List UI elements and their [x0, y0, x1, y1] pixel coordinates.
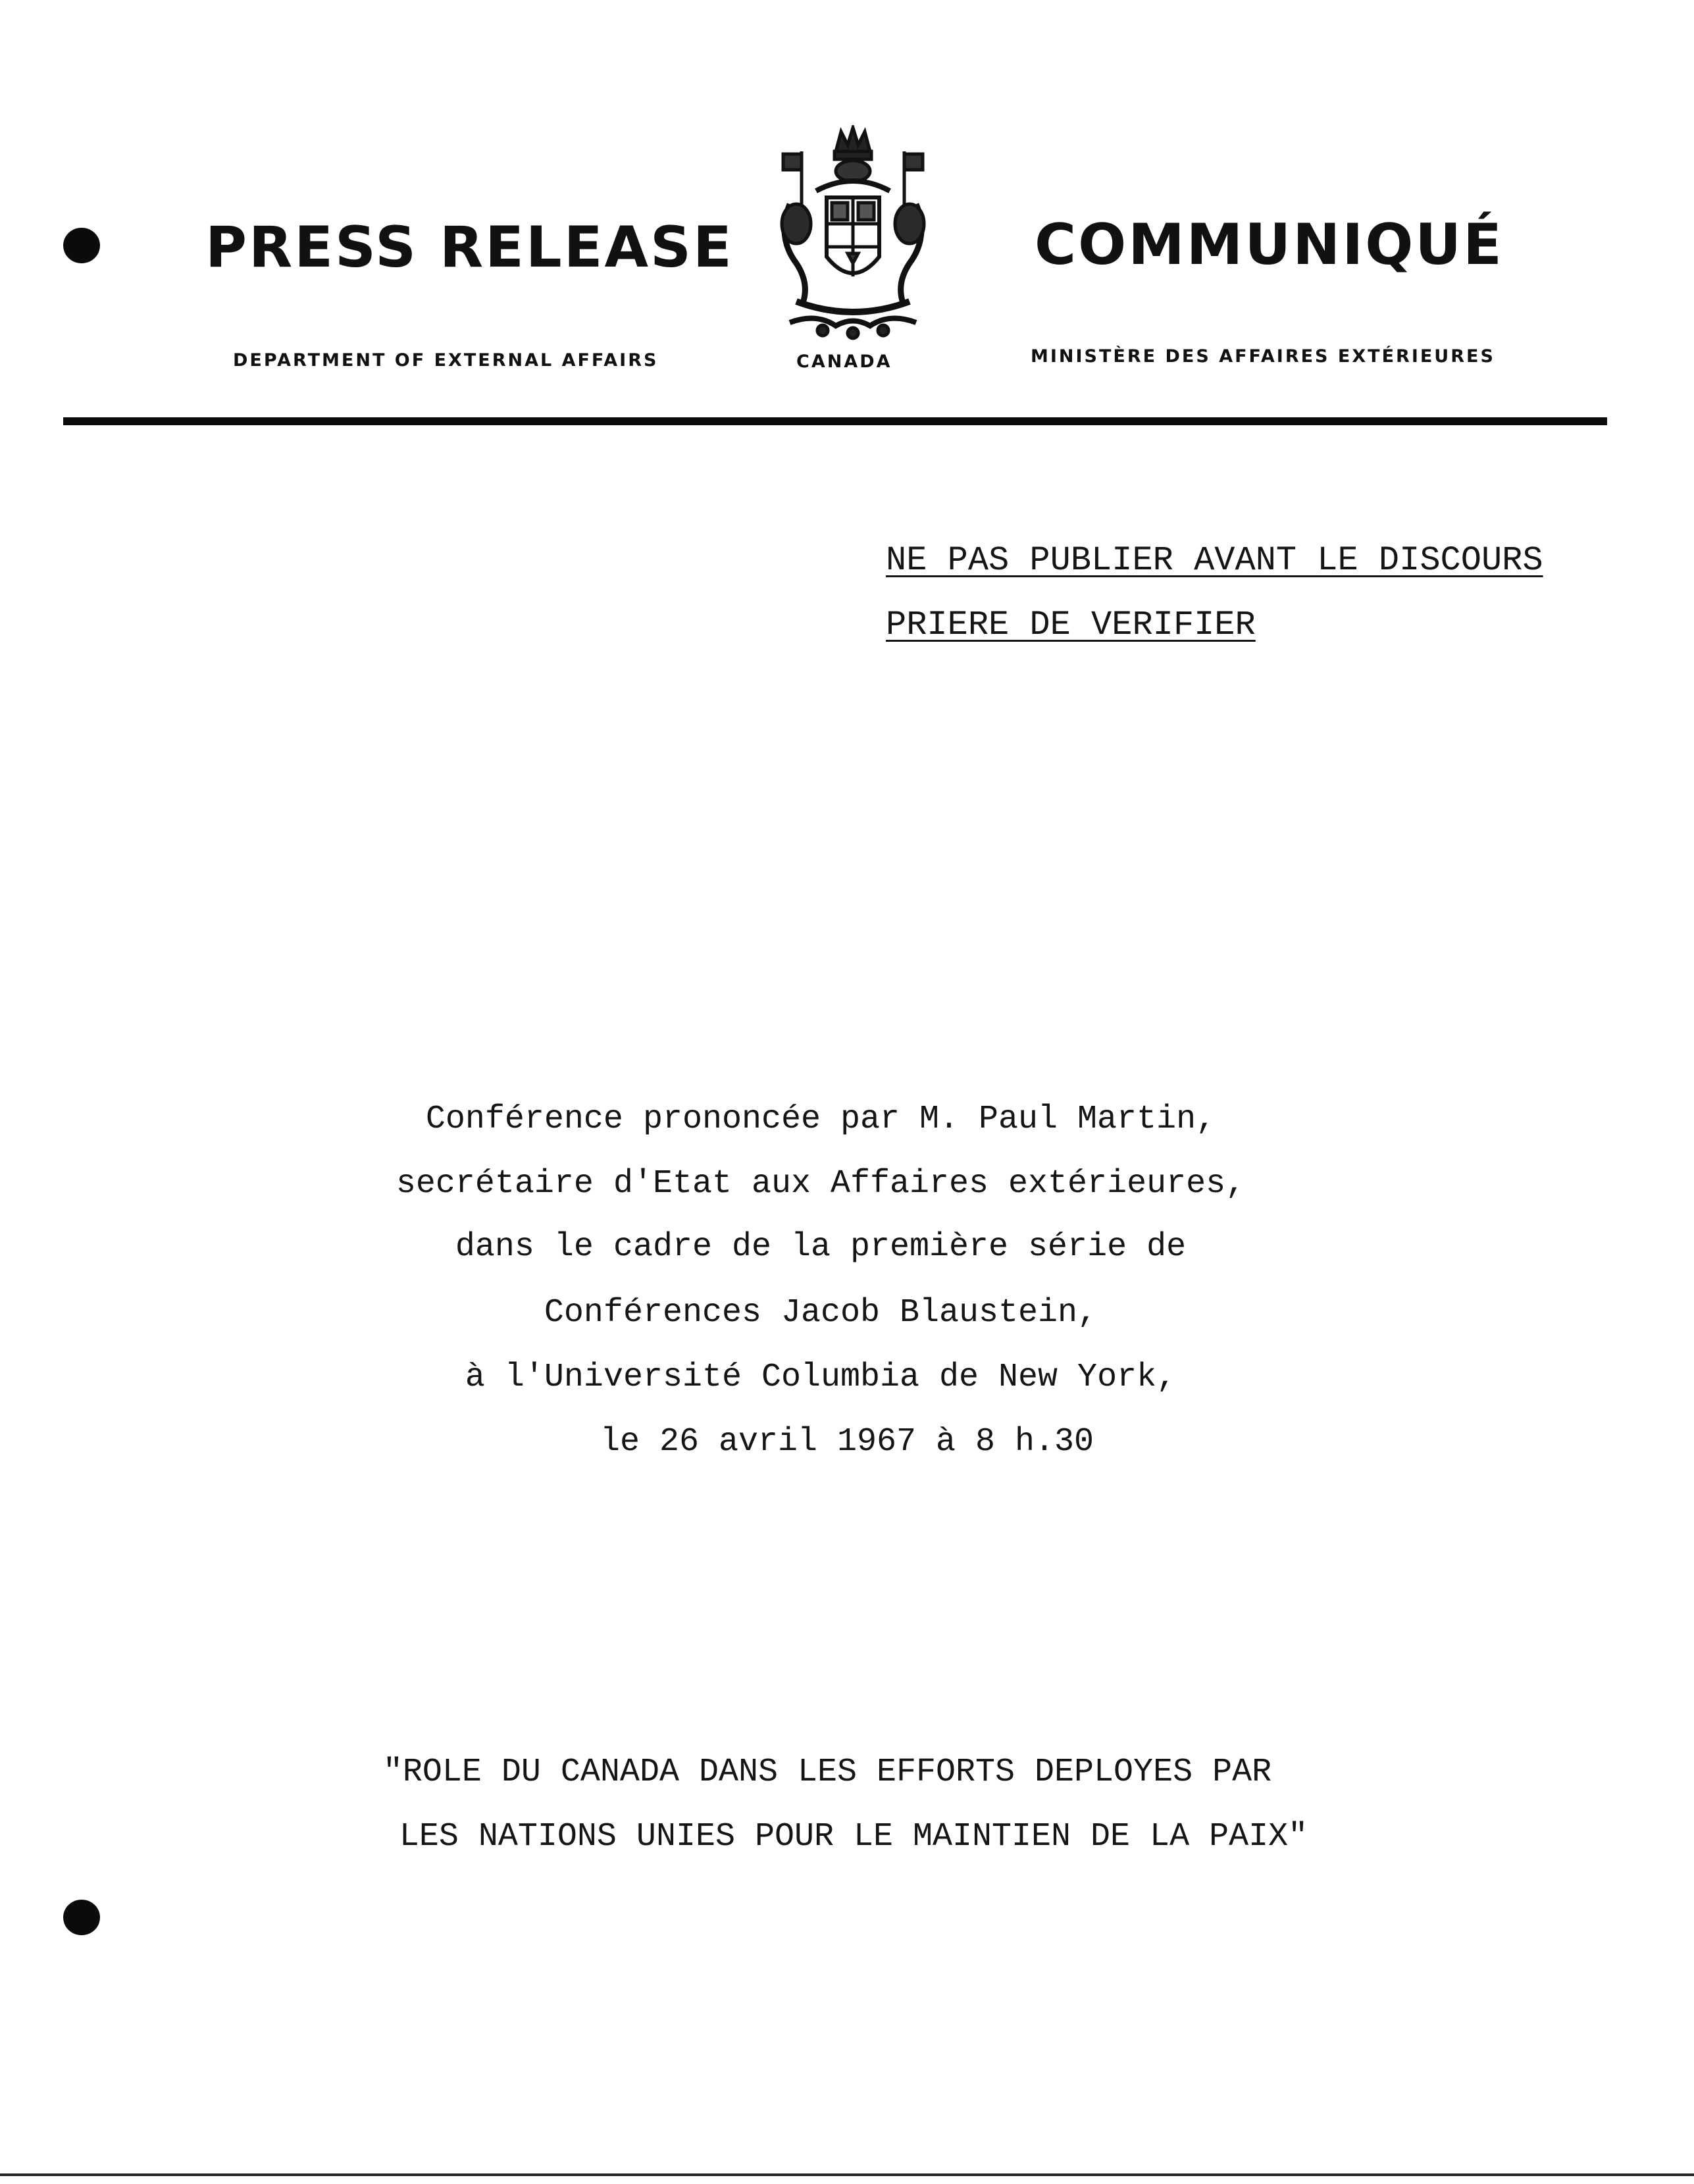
speech-info-line: le 26 avril 1967 à 8 h.30 [600, 1423, 1094, 1461]
header-rule [63, 417, 1607, 425]
verify-notice: PRIERE DE VERIFIER [886, 606, 1256, 644]
speech-info-line: à l'Université Columbia de New York, [465, 1359, 1177, 1396]
department-en: DEPARTMENT OF EXTERNAL AFFAIRS [233, 350, 659, 371]
communique-title: COMMUNIQUÉ [1035, 212, 1504, 278]
department-fr: MINISTÈRE DES AFFAIRES EXTÉRIEURES [1031, 346, 1495, 367]
speech-info-line: Conférence prononcée par M. Paul Martin, [425, 1101, 1216, 1138]
punch-hole-top [63, 228, 100, 263]
speech-info-line: secrétaire d'Etat aux Affaires extérieures, [396, 1165, 1246, 1203]
press-release-title: PRESS RELEASE [205, 215, 734, 280]
punch-hole-bottom [63, 1900, 100, 1935]
country-label: CANADA [796, 351, 892, 372]
canada-coat-of-arms-icon [763, 125, 942, 342]
embargo-notice: NE PAS PUBLIER AVANT LE DISCOURS [886, 541, 1543, 580]
speech-info-line: Conférences Jacob Blaustein, [544, 1294, 1098, 1332]
bottom-edge-rule [0, 2173, 1694, 2176]
speech-title-line: "ROLE DU CANADA DANS LES EFFORTS DEPLOYES PAR [382, 1754, 1272, 1791]
speech-info-line: dans le cadre de la première série de [455, 1228, 1187, 1266]
speech-title-line: LES NATIONS UNIES POUR LE MAINTIEN DE LA PAIX" [399, 1818, 1308, 1856]
